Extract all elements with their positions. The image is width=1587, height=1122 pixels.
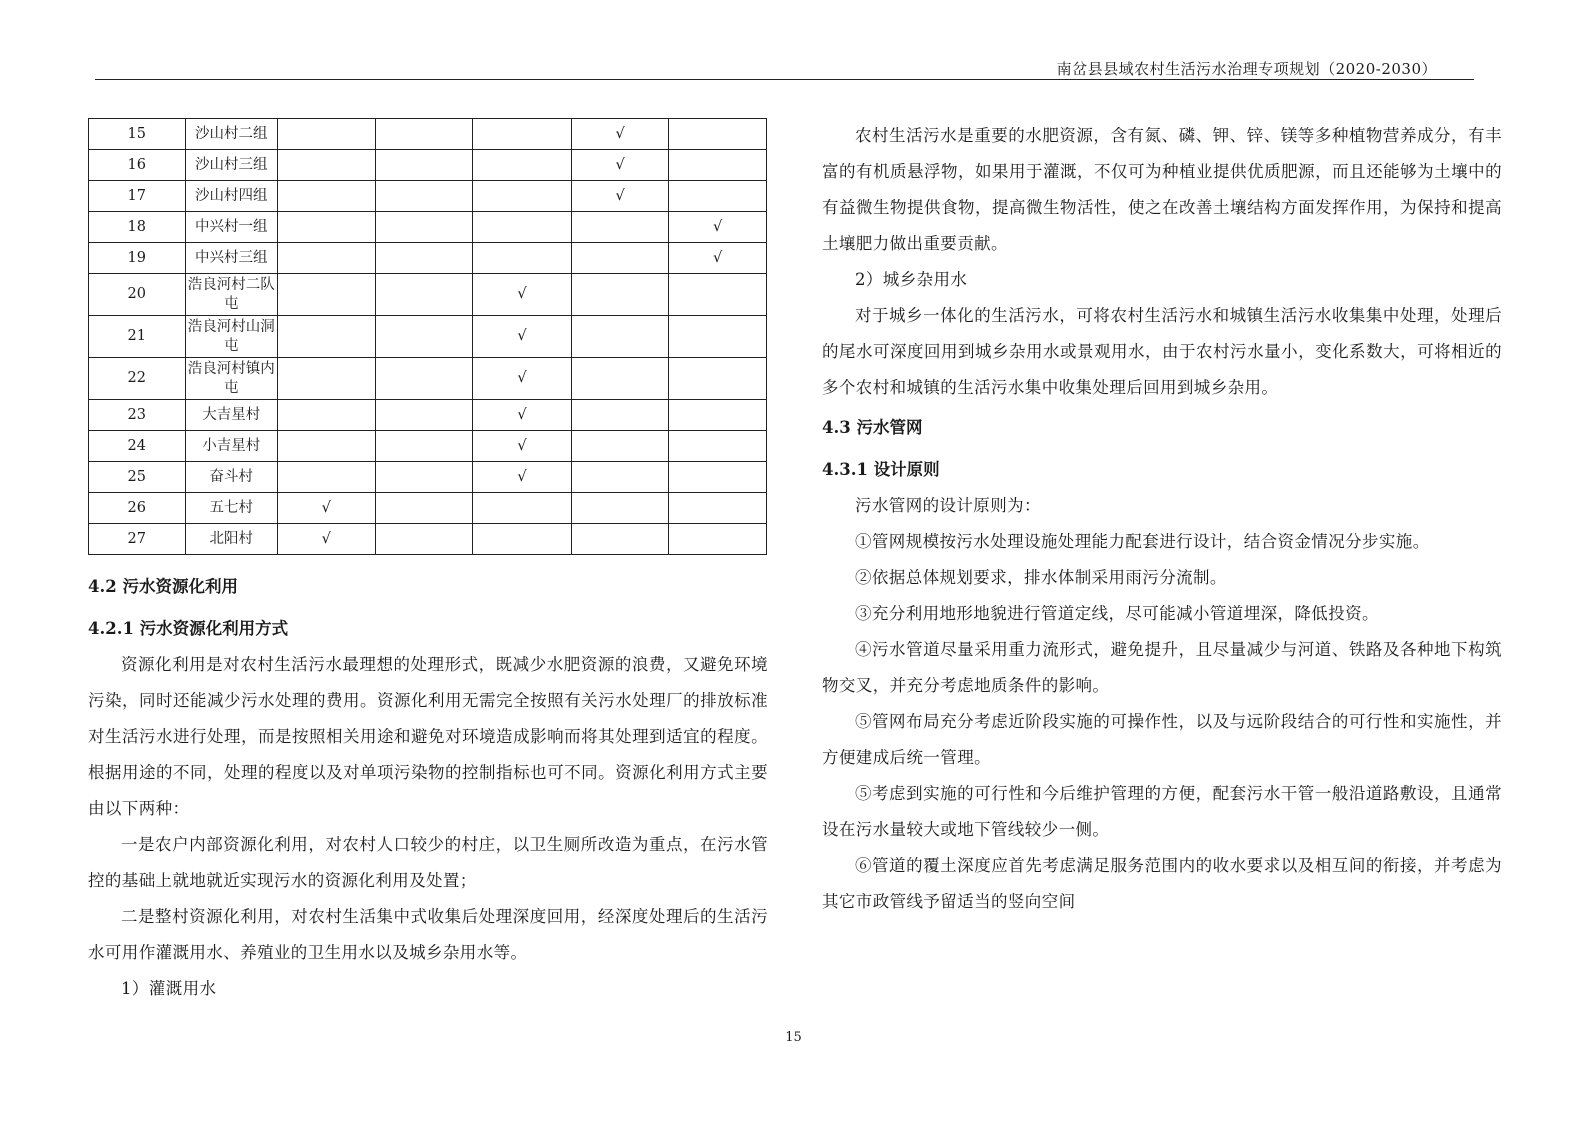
row-number-cell: 27	[89, 524, 186, 555]
check-cell	[571, 431, 669, 462]
paragraph: 二是整村资源化利用，对农村生活集中式收集后处理深度回用，经深度处理后的生活污水可用作灌溉用水、养殖业的卫生用水以及城乡杂用水等。	[88, 907, 768, 962]
check-cell	[278, 431, 376, 462]
check-cell	[375, 243, 473, 274]
paragraph: ⑤考虑到实施的可行性和今后维护管理的方便，配套污水干管一般沿道路敷设，且通常设在污水量较大或地下管线较少一侧。	[822, 784, 1502, 839]
paragraph: 2）城乡杂用水	[855, 270, 968, 289]
check-cell	[278, 274, 376, 316]
check-cell	[375, 400, 473, 431]
check-cell	[669, 400, 767, 431]
check-cell	[571, 400, 669, 431]
table-row	[89, 150, 767, 181]
village-name-cell: 浩良河村镇内屯	[185, 358, 277, 400]
row-number-cell: 23	[89, 400, 186, 431]
check-cell: √	[473, 274, 572, 316]
check-cell	[669, 431, 767, 462]
paragraph: ③充分利用地形地貌进行管道定线，尽可能减小管道埋深，降低投资。	[855, 604, 1379, 623]
check-cell	[669, 493, 767, 524]
check-cell	[571, 524, 669, 555]
village-name-cell: 沙山村四组	[185, 181, 277, 212]
table-row	[89, 524, 767, 555]
right-column	[822, 118, 1502, 920]
paragraph: ②依据总体规划要求，排水体制采用雨污分流制。	[855, 568, 1227, 587]
check-cell: √	[571, 181, 669, 212]
row-number-cell: 18	[89, 212, 186, 243]
table-row	[89, 400, 767, 431]
table-row	[89, 119, 767, 150]
check-cell	[669, 150, 767, 181]
village-name-cell: 浩良河村山洞屯	[185, 316, 277, 358]
check-cell: √	[669, 243, 767, 274]
check-cell	[375, 431, 473, 462]
check-cell	[473, 212, 572, 243]
row-number-cell: 19	[89, 243, 186, 274]
check-cell	[571, 358, 669, 400]
check-cell	[278, 181, 376, 212]
paragraph: ⑥管道的覆土深度应首先考虑满足服务范围内的收水要求以及相互间的衔接，并考虑为其它市政管线予留适当的竖向空间	[822, 856, 1502, 911]
check-cell	[669, 358, 767, 400]
check-cell	[669, 181, 767, 212]
check-cell	[278, 119, 376, 150]
village-name-cell: 北阳村	[185, 524, 277, 555]
paragraph: ④污水管道尽量采用重力流形式，避免提升，且尽量减少与河道、铁路及各种地下构筑物交叉，并充分考虑地质条件的影响。	[822, 640, 1502, 695]
check-cell	[278, 150, 376, 181]
section-heading-4-2: 4.2 污水资源化利用	[88, 577, 238, 596]
left-column	[88, 118, 768, 1007]
table-row	[89, 243, 767, 274]
check-cell	[571, 212, 669, 243]
check-cell	[375, 524, 473, 555]
check-cell	[375, 212, 473, 243]
village-table	[88, 118, 767, 555]
check-cell	[278, 400, 376, 431]
check-cell: √	[473, 358, 572, 400]
check-cell: √	[571, 119, 669, 150]
village-name-cell: 沙山村二组	[185, 119, 277, 150]
check-cell	[473, 119, 572, 150]
row-number-cell: 22	[89, 358, 186, 400]
section-heading-4-3-1: 4.3.1 设计原则	[822, 460, 940, 479]
check-cell	[571, 493, 669, 524]
header-title: 南岔县县域农村生活污水治理专项规划（2020-2030）	[1056, 60, 1437, 78]
check-cell	[375, 150, 473, 181]
page-number: 15	[785, 1030, 802, 1045]
paragraph: 一是农户内部资源化利用，对农村人口较少的村庄，以卫生厕所改造为重点，在污水管控的基础上就地就近实现污水的资源化利用及处置；	[88, 835, 768, 890]
village-name-cell: 奋斗村	[185, 462, 277, 493]
paragraph: ⑤管网布局充分考虑近阶段实施的可操作性，以及与远阶段结合的可行性和实施性，并方便建成后统一管理。	[822, 712, 1502, 767]
check-cell: √	[473, 462, 572, 493]
check-cell	[375, 274, 473, 316]
check-cell: √	[473, 316, 572, 358]
section-heading-4-2-1: 4.2.1 污水资源化利用方式	[88, 619, 289, 638]
village-name-cell: 中兴村一组	[185, 212, 277, 243]
header-rule	[95, 79, 1474, 80]
village-name-cell: 浩良河村二队屯	[185, 274, 277, 316]
check-cell	[473, 243, 572, 274]
check-cell	[375, 316, 473, 358]
check-cell	[278, 358, 376, 400]
check-cell	[571, 243, 669, 274]
row-number-cell: 20	[89, 274, 186, 316]
table-row	[89, 431, 767, 462]
paragraph: 农村生活污水是重要的水肥资源，含有氮、磷、钾、锌、镁等多种植物营养成分，有丰富的有机质悬浮物，如果用于灌溉，不仅可为种植业提供优质肥源，而且还能够为土壤中的有益微生物提供食物，提高微生物活性，使之在改善土壤结构方面发挥作用，为保持和提高土壤肥力做出重要贡献。	[822, 126, 1502, 253]
check-cell: √	[473, 400, 572, 431]
section-heading-4-3: 4.3 污水管网	[822, 418, 923, 437]
paragraph: 资源化利用是对农村生活污水最理想的处理形式，既减少水肥资源的浪费，又避免环境污染，同时还能减少污水处理的费用。资源化利用无需完全按照有关污水处理厂的排放标准对生活污水进行处理，而是按照相关用途和避免对环境造成影响而将其处理到适宜的程度。根据用途的不同，处理的程度以及对单项污染物的控制指标也可不同。资源化利用方式主要由以下两种：	[88, 655, 768, 818]
check-cell	[669, 524, 767, 555]
check-cell	[375, 119, 473, 150]
check-cell	[571, 274, 669, 316]
village-name-cell: 小吉星村	[185, 431, 277, 462]
table-row	[89, 358, 767, 400]
village-name-cell: 沙山村三组	[185, 150, 277, 181]
table-row	[89, 181, 767, 212]
row-number-cell: 25	[89, 462, 186, 493]
village-name-cell: 大吉星村	[185, 400, 277, 431]
check-cell	[571, 316, 669, 358]
paragraph: 对于城乡一体化的生活污水，可将农村生活污水和城镇生活污水收集集中处理，处理后的尾水可深度回用到城乡杂用水或景观用水，由于农村污水量小，变化系数大，可将相近的多个农村和城镇的生活污水集中收集处理后回用到城乡杂用。	[822, 306, 1502, 397]
row-number-cell: 17	[89, 181, 186, 212]
check-cell	[375, 181, 473, 212]
table-row	[89, 462, 767, 493]
check-cell	[375, 358, 473, 400]
row-number-cell: 24	[89, 431, 186, 462]
check-cell: √	[278, 524, 376, 555]
table-row	[89, 316, 767, 358]
check-cell	[669, 119, 767, 150]
village-name-cell: 五七村	[185, 493, 277, 524]
paragraph: 1）灌溉用水	[121, 979, 217, 998]
row-number-cell: 16	[89, 150, 186, 181]
check-cell	[669, 462, 767, 493]
paragraph: 污水管网的设计原则为：	[855, 496, 1041, 515]
table-row	[89, 212, 767, 243]
check-cell	[375, 493, 473, 524]
check-cell	[278, 462, 376, 493]
check-cell	[473, 181, 572, 212]
check-cell: √	[473, 431, 572, 462]
check-cell	[571, 462, 669, 493]
check-cell: √	[571, 150, 669, 181]
check-cell	[669, 274, 767, 316]
check-cell	[278, 316, 376, 358]
paragraph: ①管网规模按污水处理设施处理能力配套进行设计，结合资金情况分步实施。	[855, 532, 1430, 551]
check-cell	[278, 243, 376, 274]
row-number-cell: 21	[89, 316, 186, 358]
check-cell	[473, 150, 572, 181]
row-number-cell: 26	[89, 493, 186, 524]
row-number-cell: 15	[89, 119, 186, 150]
table-row	[89, 493, 767, 524]
table-row	[89, 274, 767, 316]
village-name-cell: 中兴村三组	[185, 243, 277, 274]
check-cell	[473, 493, 572, 524]
check-cell	[375, 462, 473, 493]
check-cell: √	[669, 212, 767, 243]
check-cell	[278, 212, 376, 243]
check-cell: √	[278, 493, 376, 524]
check-cell	[473, 524, 572, 555]
check-cell	[669, 316, 767, 358]
village-table-body	[89, 119, 767, 555]
